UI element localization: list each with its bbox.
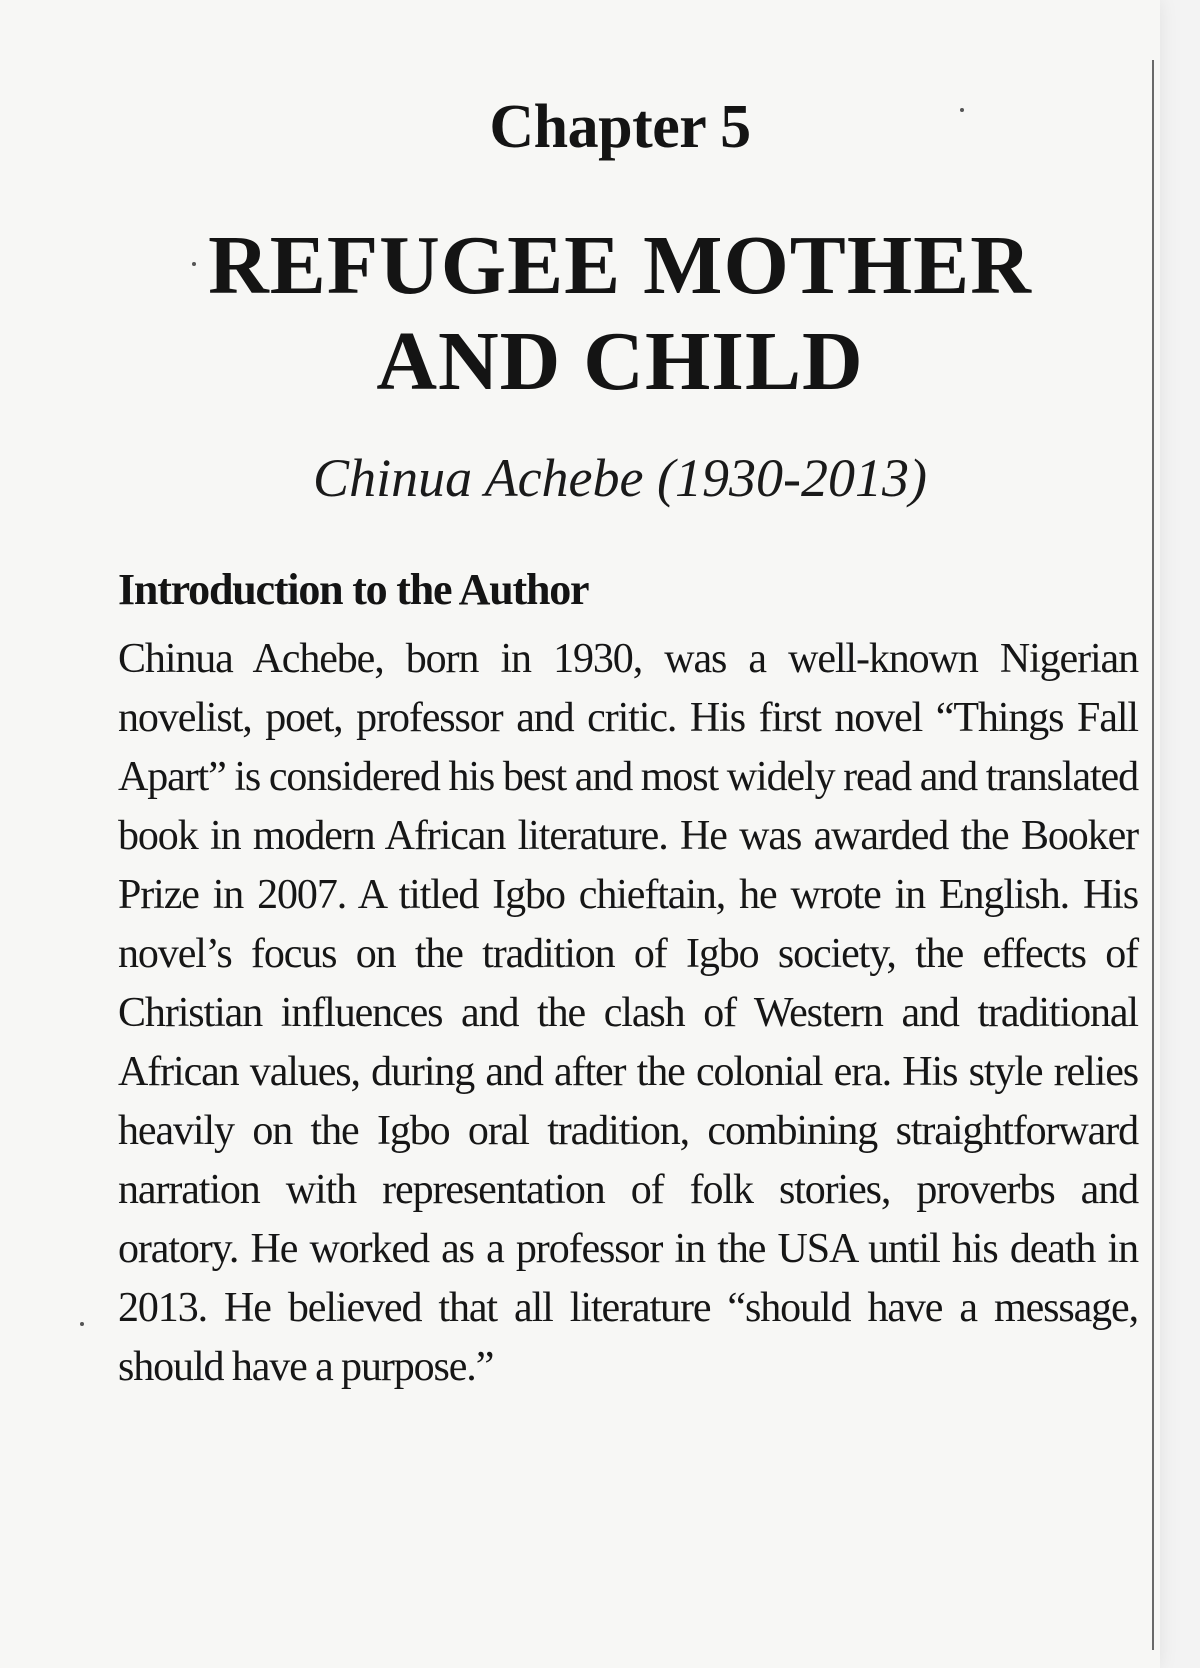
author-introduction-paragraph: Chinua Achebe, born in 1930, was a well-known Nigerian novelist, poet, professor and critic. His first novel “Things Fall Apart” is considered his best and most widely read and translated book in modern African literature. He was awarded the Booker Prize in 2007. A titled Igbo chieftain, he wrote in English. His novel’s focus on the tradition of Igbo society, the effects of Christian influences and the clash of Western and traditional African values, during and after the colonial era. His style relies heavily on the Igbo oral tradition, combining straightforward narration with representation of folk stories, proverbs and oratory. He worked as a professor in the USA until his death in 2013. He believed that all literature “should have a message, should have a purpose.” (118, 636, 1138, 1390)
author-name: Chinua Achebe (1930-2013) (313, 448, 927, 508)
chapter-label: Chapter 5 (489, 93, 751, 161)
section-heading: Introduction to the Author (118, 565, 589, 614)
print-speck (80, 1322, 84, 1326)
chapter-title-line-1: REFUGEE MOTHER (208, 219, 1032, 312)
chapter-title (0, 218, 1160, 410)
chapter-title-line-2: AND CHILD (376, 315, 864, 408)
